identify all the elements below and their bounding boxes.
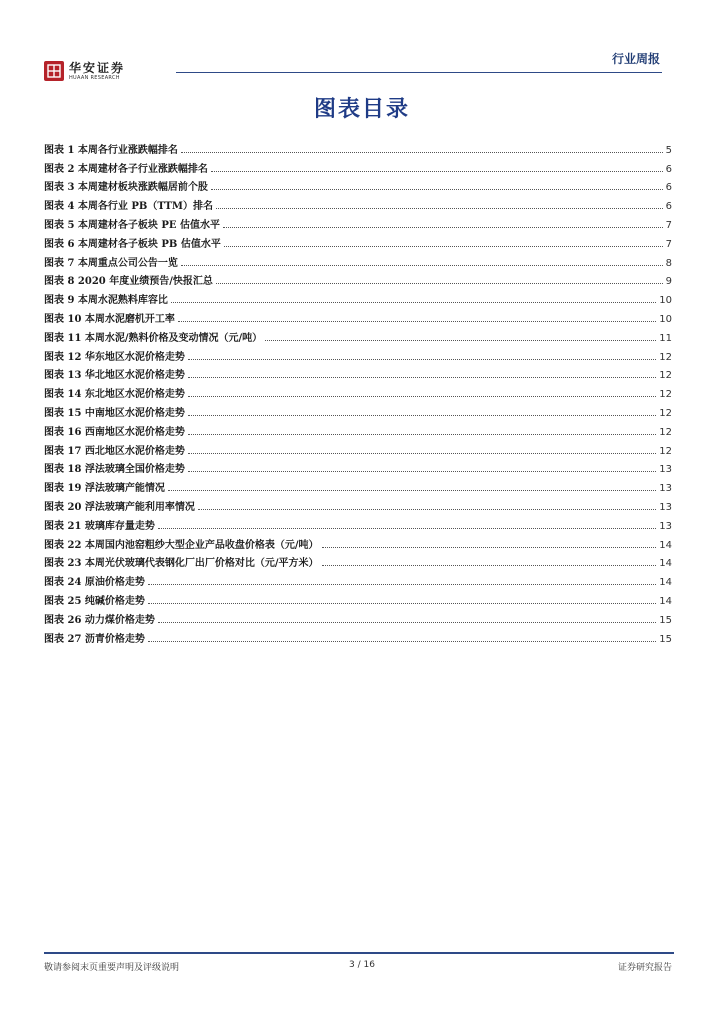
toc-entry-page: 8 bbox=[665, 257, 672, 269]
toc-entry-page: 13 bbox=[659, 501, 672, 513]
toc-entry[interactable] bbox=[44, 325, 672, 344]
toc-entry[interactable] bbox=[44, 344, 672, 363]
toc-entry[interactable] bbox=[44, 457, 672, 476]
toc-entry-label: 图表 8 2020 年度业绩预告/快报汇总 bbox=[44, 276, 213, 288]
toc-entry[interactable] bbox=[44, 156, 672, 175]
toc-dot-leader bbox=[168, 490, 656, 491]
toc-dot-leader bbox=[181, 152, 663, 153]
toc-entry-page: 9 bbox=[665, 276, 672, 288]
toc-entry-page: 15 bbox=[659, 614, 672, 626]
toc-entry[interactable] bbox=[44, 513, 672, 532]
toc-entry[interactable] bbox=[44, 193, 672, 212]
toc-entry-page: 13 bbox=[659, 483, 672, 495]
toc-entry[interactable] bbox=[44, 363, 672, 382]
toc-entry-page: 14 bbox=[659, 539, 672, 551]
toc-entry-page: 6 bbox=[665, 163, 672, 175]
toc-dot-leader bbox=[158, 622, 656, 623]
toc-entry-label: 图表 14 东北地区水泥价格走势 bbox=[44, 389, 185, 401]
toc-entry-label: 图表 20 浮法玻璃产能利用率情况 bbox=[44, 501, 195, 513]
toc-entry[interactable] bbox=[44, 400, 672, 419]
toc-entry-page: 10 bbox=[659, 295, 672, 307]
toc-entry-label: 图表 10 本周水泥磨机开工率 bbox=[44, 313, 175, 325]
toc-dot-leader bbox=[216, 283, 663, 284]
company-logo bbox=[44, 58, 125, 84]
toc-entry-page: 15 bbox=[659, 633, 672, 645]
toc-dot-leader bbox=[211, 171, 663, 172]
toc-entry[interactable] bbox=[44, 532, 672, 551]
toc-dot-leader bbox=[188, 434, 656, 435]
toc-entry-label: 图表 11 本周水泥/熟料价格及变动情况（元/吨） bbox=[44, 332, 263, 344]
toc-dot-leader bbox=[188, 377, 656, 378]
toc-dot-leader bbox=[198, 509, 656, 510]
toc-entry-label: 图表 12 华东地区水泥价格走势 bbox=[44, 351, 185, 363]
toc-dot-leader bbox=[216, 208, 663, 209]
toc-dot-leader bbox=[148, 584, 656, 585]
toc-entry-label: 图表 15 中南地区水泥价格走势 bbox=[44, 407, 185, 419]
toc-entry[interactable] bbox=[44, 137, 672, 156]
toc-entry[interactable] bbox=[44, 231, 672, 250]
toc-dot-leader bbox=[322, 547, 657, 548]
toc-entry-page: 13 bbox=[659, 464, 672, 476]
toc-entry[interactable] bbox=[44, 569, 672, 588]
footer-divider bbox=[44, 952, 674, 954]
toc-entry-label: 图表 26 动力煤价格走势 bbox=[44, 614, 155, 626]
table-of-figures bbox=[44, 137, 672, 645]
logo-seal-icon bbox=[44, 61, 64, 81]
toc-entry[interactable] bbox=[44, 381, 672, 400]
toc-dot-leader bbox=[223, 227, 663, 228]
header-divider bbox=[176, 72, 662, 73]
toc-entry[interactable] bbox=[44, 175, 672, 194]
toc-entry-page: 12 bbox=[659, 370, 672, 382]
toc-dot-leader bbox=[148, 641, 656, 642]
toc-entry-page: 12 bbox=[659, 389, 672, 401]
toc-entry-label: 图表 18 浮法玻璃全国价格走势 bbox=[44, 464, 185, 476]
page-header bbox=[44, 50, 674, 86]
toc-dot-leader bbox=[188, 453, 656, 454]
toc-entry[interactable] bbox=[44, 287, 672, 306]
toc-entry-page: 14 bbox=[659, 577, 672, 589]
toc-entry-label: 图表 1 本周各行业涨跌幅排名 bbox=[44, 144, 178, 156]
toc-entry-page: 6 bbox=[665, 201, 672, 213]
toc-entry-page: 12 bbox=[659, 426, 672, 438]
toc-dot-leader bbox=[178, 321, 656, 322]
toc-entry-label: 图表 4 本周各行业 PB（TTM）排名 bbox=[44, 201, 213, 213]
toc-entry-label: 图表 13 华北地区水泥价格走势 bbox=[44, 370, 185, 382]
footer-doc-type: 证券研究报告 bbox=[617, 963, 672, 973]
toc-entry[interactable] bbox=[44, 250, 672, 269]
toc-entry[interactable] bbox=[44, 607, 672, 626]
toc-entry[interactable] bbox=[44, 551, 672, 570]
toc-entry-label: 图表 19 浮法玻璃产能情况 bbox=[44, 483, 165, 495]
toc-entry-label: 图表 17 西北地区水泥价格走势 bbox=[44, 445, 185, 457]
toc-entry-label: 图表 21 玻璃库存量走势 bbox=[44, 520, 155, 532]
toc-entry-label: 图表 23 本周光伏玻璃代表钢化厂出厂价格对比（元/平方米） bbox=[44, 558, 319, 570]
toc-entry[interactable] bbox=[44, 588, 672, 607]
toc-entry-label: 图表 9 本周水泥熟料库容比 bbox=[44, 295, 168, 307]
footer-disclaimer: 敬请参阅末页重要声明及评级说明 bbox=[44, 963, 180, 973]
toc-dot-leader bbox=[181, 265, 663, 266]
toc-dot-leader bbox=[188, 415, 656, 416]
toc-entry[interactable] bbox=[44, 438, 672, 457]
toc-entry-page: 5 bbox=[665, 144, 672, 156]
toc-dot-leader bbox=[171, 302, 656, 303]
toc-entry-page: 7 bbox=[665, 238, 672, 250]
toc-entry-page: 12 bbox=[659, 407, 672, 419]
footer-page-number: 3 / 16 bbox=[349, 960, 375, 970]
toc-entry-page: 10 bbox=[659, 313, 672, 325]
toc-entry-label: 图表 3 本周建材板块涨跌幅居前个股 bbox=[44, 182, 208, 194]
toc-entry-page: 7 bbox=[665, 219, 672, 231]
toc-dot-leader bbox=[322, 565, 657, 566]
report-type-label: 行业周报 bbox=[611, 52, 660, 66]
toc-dot-leader bbox=[224, 246, 663, 247]
toc-dot-leader bbox=[265, 340, 656, 341]
toc-dot-leader bbox=[188, 471, 656, 472]
toc-entry[interactable] bbox=[44, 306, 672, 325]
toc-dot-leader bbox=[211, 189, 663, 190]
toc-entry-label: 图表 27 沥青价格走势 bbox=[44, 633, 145, 645]
toc-entry-label: 图表 5 本周建材各子板块 PE 估值水平 bbox=[44, 219, 221, 231]
toc-entry[interactable] bbox=[44, 419, 672, 438]
page-title: 图表目录 bbox=[313, 97, 410, 122]
toc-entry[interactable] bbox=[44, 475, 672, 494]
toc-entry-label: 图表 22 本周国内池窑粗纱大型企业产品收盘价格表（元/吨） bbox=[44, 539, 319, 551]
toc-dot-leader bbox=[188, 359, 656, 360]
toc-dot-leader bbox=[158, 528, 656, 529]
toc-entry-page: 14 bbox=[659, 558, 672, 570]
logo-name-en: HUAAN RESEARCH bbox=[69, 74, 120, 81]
toc-dot-leader bbox=[148, 603, 656, 604]
toc-entry-label: 图表 6 本周建材各子板块 PB 估值水平 bbox=[44, 238, 221, 250]
toc-entry-page: 11 bbox=[659, 332, 672, 344]
toc-entry[interactable] bbox=[44, 212, 672, 231]
logo-name-cn: 华安证券 bbox=[69, 60, 126, 75]
toc-entry-page: 13 bbox=[659, 520, 672, 532]
toc-entry[interactable] bbox=[44, 494, 672, 513]
toc-entry-page: 6 bbox=[665, 182, 672, 194]
toc-entry-label: 图表 2 本周建材各子行业涨跌幅排名 bbox=[44, 163, 208, 175]
toc-entry-label: 图表 24 原油价格走势 bbox=[44, 577, 145, 589]
toc-entry-label: 图表 25 纯碱价格走势 bbox=[44, 595, 145, 607]
toc-entry-page: 14 bbox=[659, 595, 672, 607]
toc-entry-label: 图表 7 本周重点公司公告一览 bbox=[44, 257, 178, 269]
toc-dot-leader bbox=[188, 396, 656, 397]
toc-entry[interactable] bbox=[44, 269, 672, 288]
toc-entry[interactable] bbox=[44, 626, 672, 645]
toc-entry-label: 图表 16 西南地区水泥价格走势 bbox=[44, 426, 185, 438]
toc-entry-page: 12 bbox=[659, 351, 672, 363]
toc-entry-page: 12 bbox=[659, 445, 672, 457]
